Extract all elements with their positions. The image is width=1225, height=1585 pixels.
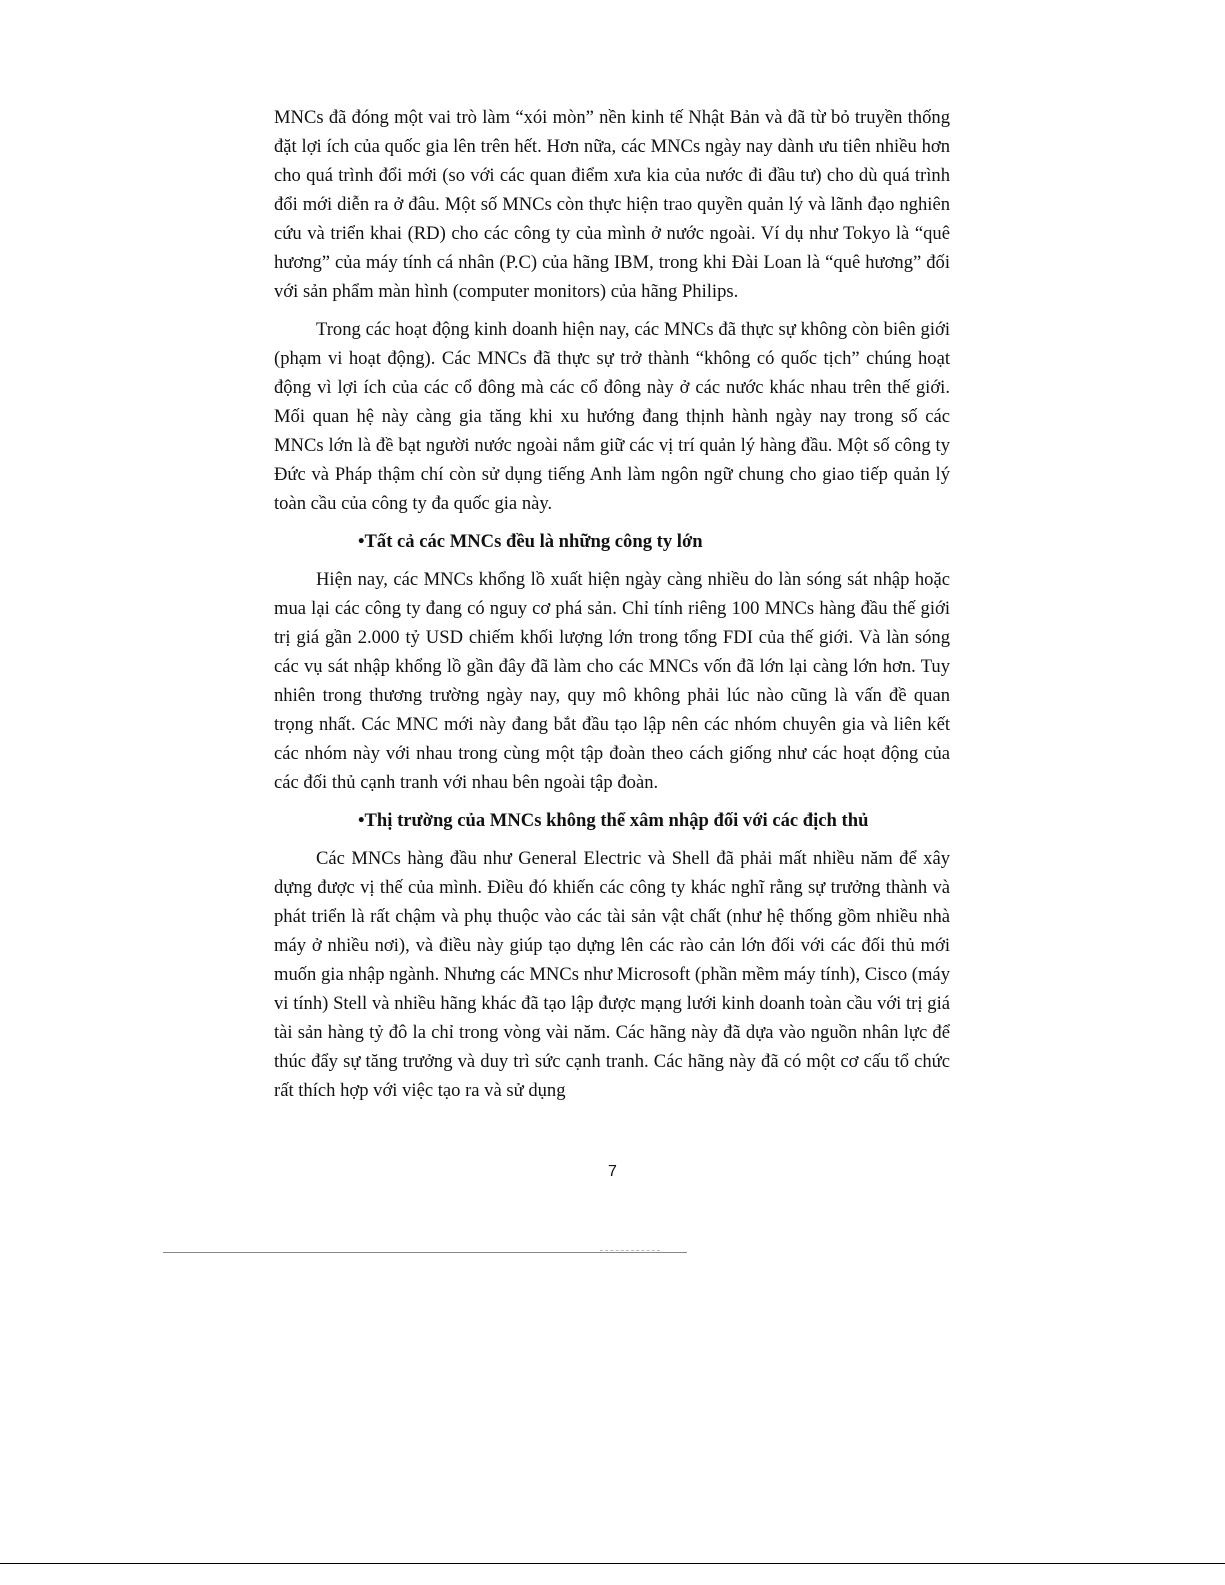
paragraph-market-barriers: Các MNCs hàng đầu như General Electric và Shell đã phải mất nhiều năm để xây dựng được vị thế của mình. Điều đó khiến các công ty khác nghĩ rằng sự trưởng thành và phát triển là rất chậm và phụ thuộc vào các tài sản vật chất (như hệ thống gồm nhiều nhà máy ở nhiều nơi), và điều này giúp tạo dựng lên các rào cản lớn đối với các đối thủ mới muốn gia nhập ngành. Nhưng các MNCs như Microsoft (phần mềm máy tính), Cisco (máy vi tính) Stell và nhiều hãng khác đã tạo lập được mạng lưới kinh doanh toàn cầu với trị giá tài sản hàng tỷ đô la chỉ trong vòng vài năm. Các hãng này đã dựa vào nguồn nhân lực để thúc đẩy sự tăng trưởng và duy trì sức cạnh tranh. Các hãng này đã có một cơ cấu tổ chức rất thích hợp với việc tạo ra và sử dụng [274, 848, 950, 1101]
page-number: 7 [608, 1163, 617, 1180]
paragraph-large-companies: Hiện nay, các MNCs khổng lồ xuất hiện ngày càng nhiều do làn sóng sát nhập hoặc mua lại các công ty đang có nguy cơ phá sản. Chỉ tính riêng 100 MNCs hàng đầu thế giới trị giá gần 2.000 tỷ USD chiếm khối lượng lớn trong tổng FDI của thế giới. Và làn sóng các vụ sát nhập khổng lồ gần đây đã làm cho các MNCs vốn đã lớn lại càng lớn hơn. Tuy nhiên trong thương trường ngày nay, quy mô không phải lúc nào cũng là vấn đề quan trọng nhất. Các MNC mới này đang bắt đầu tạo lập nên các nhóm chuyên gia và liên kết các nhóm này với nhau trong cùng một tập đoàn theo cách giống như các hoạt động của các đối thủ cạnh tranh với nhau bên ngoài tập đoàn. [274, 569, 950, 793]
body-text [274, 103, 950, 1105]
section-heading-market-barriers: •Thị trường của MNCs không thể xâm nhập đối với các địch thủ [358, 810, 869, 831]
paragraph-continuation: MNCs đã đóng một vai trò làm “xói mòn” nền kinh tế Nhật Bản và đã từ bỏ truyền thống đặt lợi ích của quốc gia lên trên hết. Hơn nữa, các MNCs ngày nay dành ưu tiên nhiều hơn cho quá trình đổi mới (so với các quan điểm xưa kia của nước đi đầu tư) cho dù quá trình đổi mới diễn ra ở đâu. Một số MNCs còn thực hiện trao quyền quản lý và lãnh đạo nghiên cứu và triển khai (RD) cho các công ty của mình ở nước ngoài. Ví dụ như Tokyo là “quê hương” của máy tính cá nhân (P.C) của hãng IBM, trong khi Đài Loan là “quê hương” đối với sản phẩm màn hình (computer monitors) của hãng Philips. [274, 107, 950, 302]
paragraph-borderless: Trong các hoạt động kinh doanh hiện nay, các MNCs đã thực sự không còn biên giới (phạm vi hoạt động). Các MNCs đã thực sự trở thành “không có quốc tịch” chúng hoạt động vì lợi ích của các cổ đông mà các cổ đông này ở các nước khác nhau trên thế giới. Mối quan hệ này càng gia tăng khi xu hướng đang thịnh hành ngày nay trong số các MNCs lớn là đề bạt người nước ngoài nắm giữ các vị trí quản lý hàng đầu. Một số công ty Đức và Pháp thậm chí còn sử dụng tiếng Anh làm ngôn ngữ chung cho giao tiếp quản lý toàn cầu của công ty đa quốc gia này. [274, 319, 950, 514]
section-heading-large-companies: •Tất cả các MNCs đều là những công ty lớn [358, 531, 703, 552]
footer-divider [163, 1252, 687, 1253]
footer-divider-dots [600, 1250, 660, 1251]
page-bottom-border [0, 1563, 1225, 1564]
